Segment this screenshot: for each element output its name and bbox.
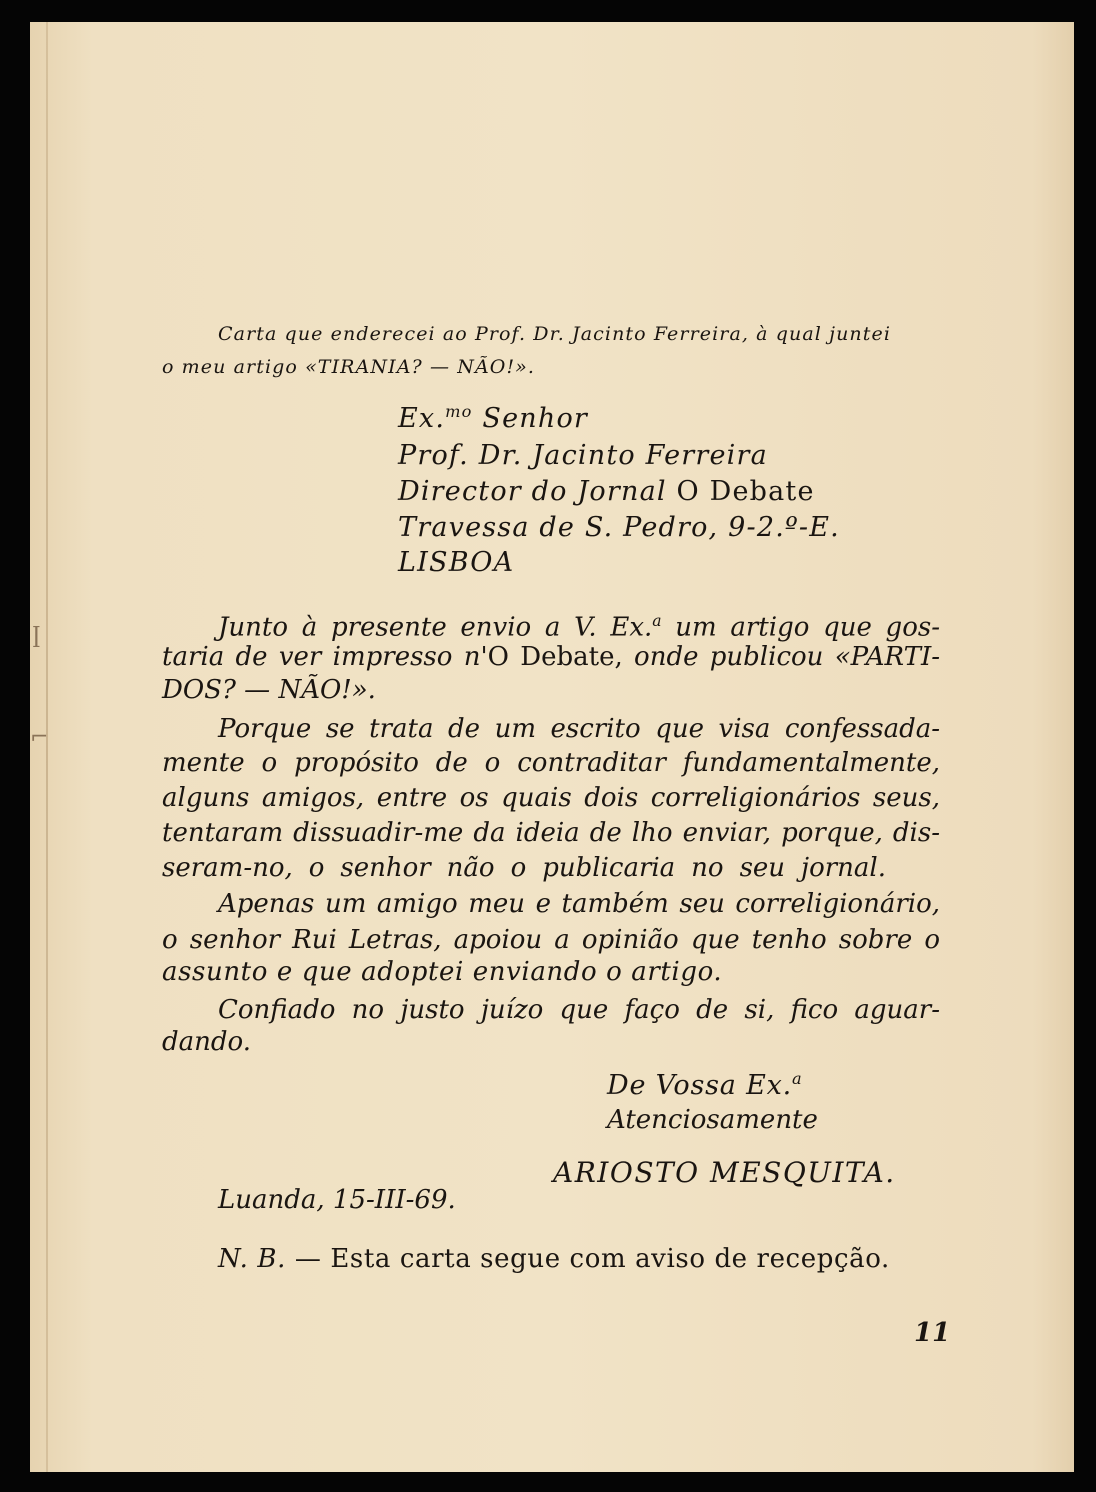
- gutter-smudge: ⌐: [30, 725, 49, 750]
- caption-line-1: Carta que enderecei ao Prof. Dr. Jacinto Ferreira, à qual juntei: [218, 323, 892, 345]
- address-recipient: Prof. Dr. Jacinto Ferreira: [398, 440, 768, 471]
- address-salutation-suffix: Senhor: [472, 403, 589, 434]
- newspaper-name: O Debate: [676, 476, 815, 507]
- address-salutation-prefix: Ex.: [398, 403, 446, 434]
- address-street: Travessa de S. Pedro, 9-2.º-E.: [398, 512, 840, 543]
- para3-line-1: Apenas um amigo meu e também seu correligionário,: [218, 889, 940, 919]
- address-salutation-superscript: mo: [445, 402, 473, 421]
- address-position: [398, 476, 815, 507]
- note-prefix: N. B.: [218, 1244, 286, 1274]
- address-position-text: Director do Jornal: [398, 476, 677, 507]
- signature: ARIOSTO MESQUITA.: [553, 1156, 896, 1189]
- para1-line-1-b: um artigo que gos-: [661, 612, 940, 643]
- para1-line-2-a: taria de ver impresso n': [162, 642, 488, 672]
- para4-line-2: dando.: [162, 1027, 251, 1057]
- para1-line-2-c: onde publicou «PARTI-: [622, 642, 941, 672]
- closing-salutation: [607, 1069, 802, 1101]
- note: [218, 1244, 890, 1274]
- address-salutation: [398, 402, 588, 434]
- gutter-smudge: ꟾ: [32, 628, 41, 653]
- para3-line-3: assunto e que adoptei enviando o artigo.: [162, 957, 723, 987]
- para2-line-1: Porque se trata de um escrito que visa confessada-: [218, 714, 940, 744]
- para2-line-3: alguns amigos, entre os quais dois correligionários seus,: [162, 783, 940, 813]
- address-city: LISBOA: [398, 547, 515, 578]
- page-number: 11: [914, 1318, 951, 1348]
- newspaper-name-inline: O Debate,: [487, 642, 623, 672]
- para1-line-1-superscript: a: [652, 612, 662, 630]
- closing-regards: Atenciosamente: [607, 1105, 818, 1135]
- closing-salutation-superscript: a: [792, 1069, 803, 1088]
- para3-line-2: o senhor Rui Letras, apoiou a opinião que tenho sobre o: [162, 925, 940, 955]
- place-date: Luanda, 15-III-69.: [218, 1185, 456, 1215]
- para4-line-1: Confiado no justo juízo que faço de si, fico aguar-: [218, 995, 940, 1025]
- para2-line-4: tentaram dissuadir-me da ideia de lho enviar, porque, dis-: [162, 818, 940, 848]
- caption-line-2: o meu artigo «TIRANIA? — NÃO!».: [162, 356, 536, 378]
- para1-line-3: DOS? — NÃO!».: [162, 675, 376, 705]
- note-text: — Esta carta segue com aviso de recepção.: [286, 1244, 890, 1274]
- closing-salutation-text: De Vossa Ex.: [607, 1070, 792, 1101]
- para1-line-2: [162, 639, 940, 675]
- para1-line-1-a: Junto à presente envio a V. Ex.: [218, 612, 653, 643]
- para2-line-5: seram-no, o senhor não o publicaria no seu jornal.: [162, 853, 886, 883]
- para2-line-2: mente o propósito de o contraditar fundamentalmente,: [162, 748, 940, 778]
- para1-line-1: [218, 603, 940, 643]
